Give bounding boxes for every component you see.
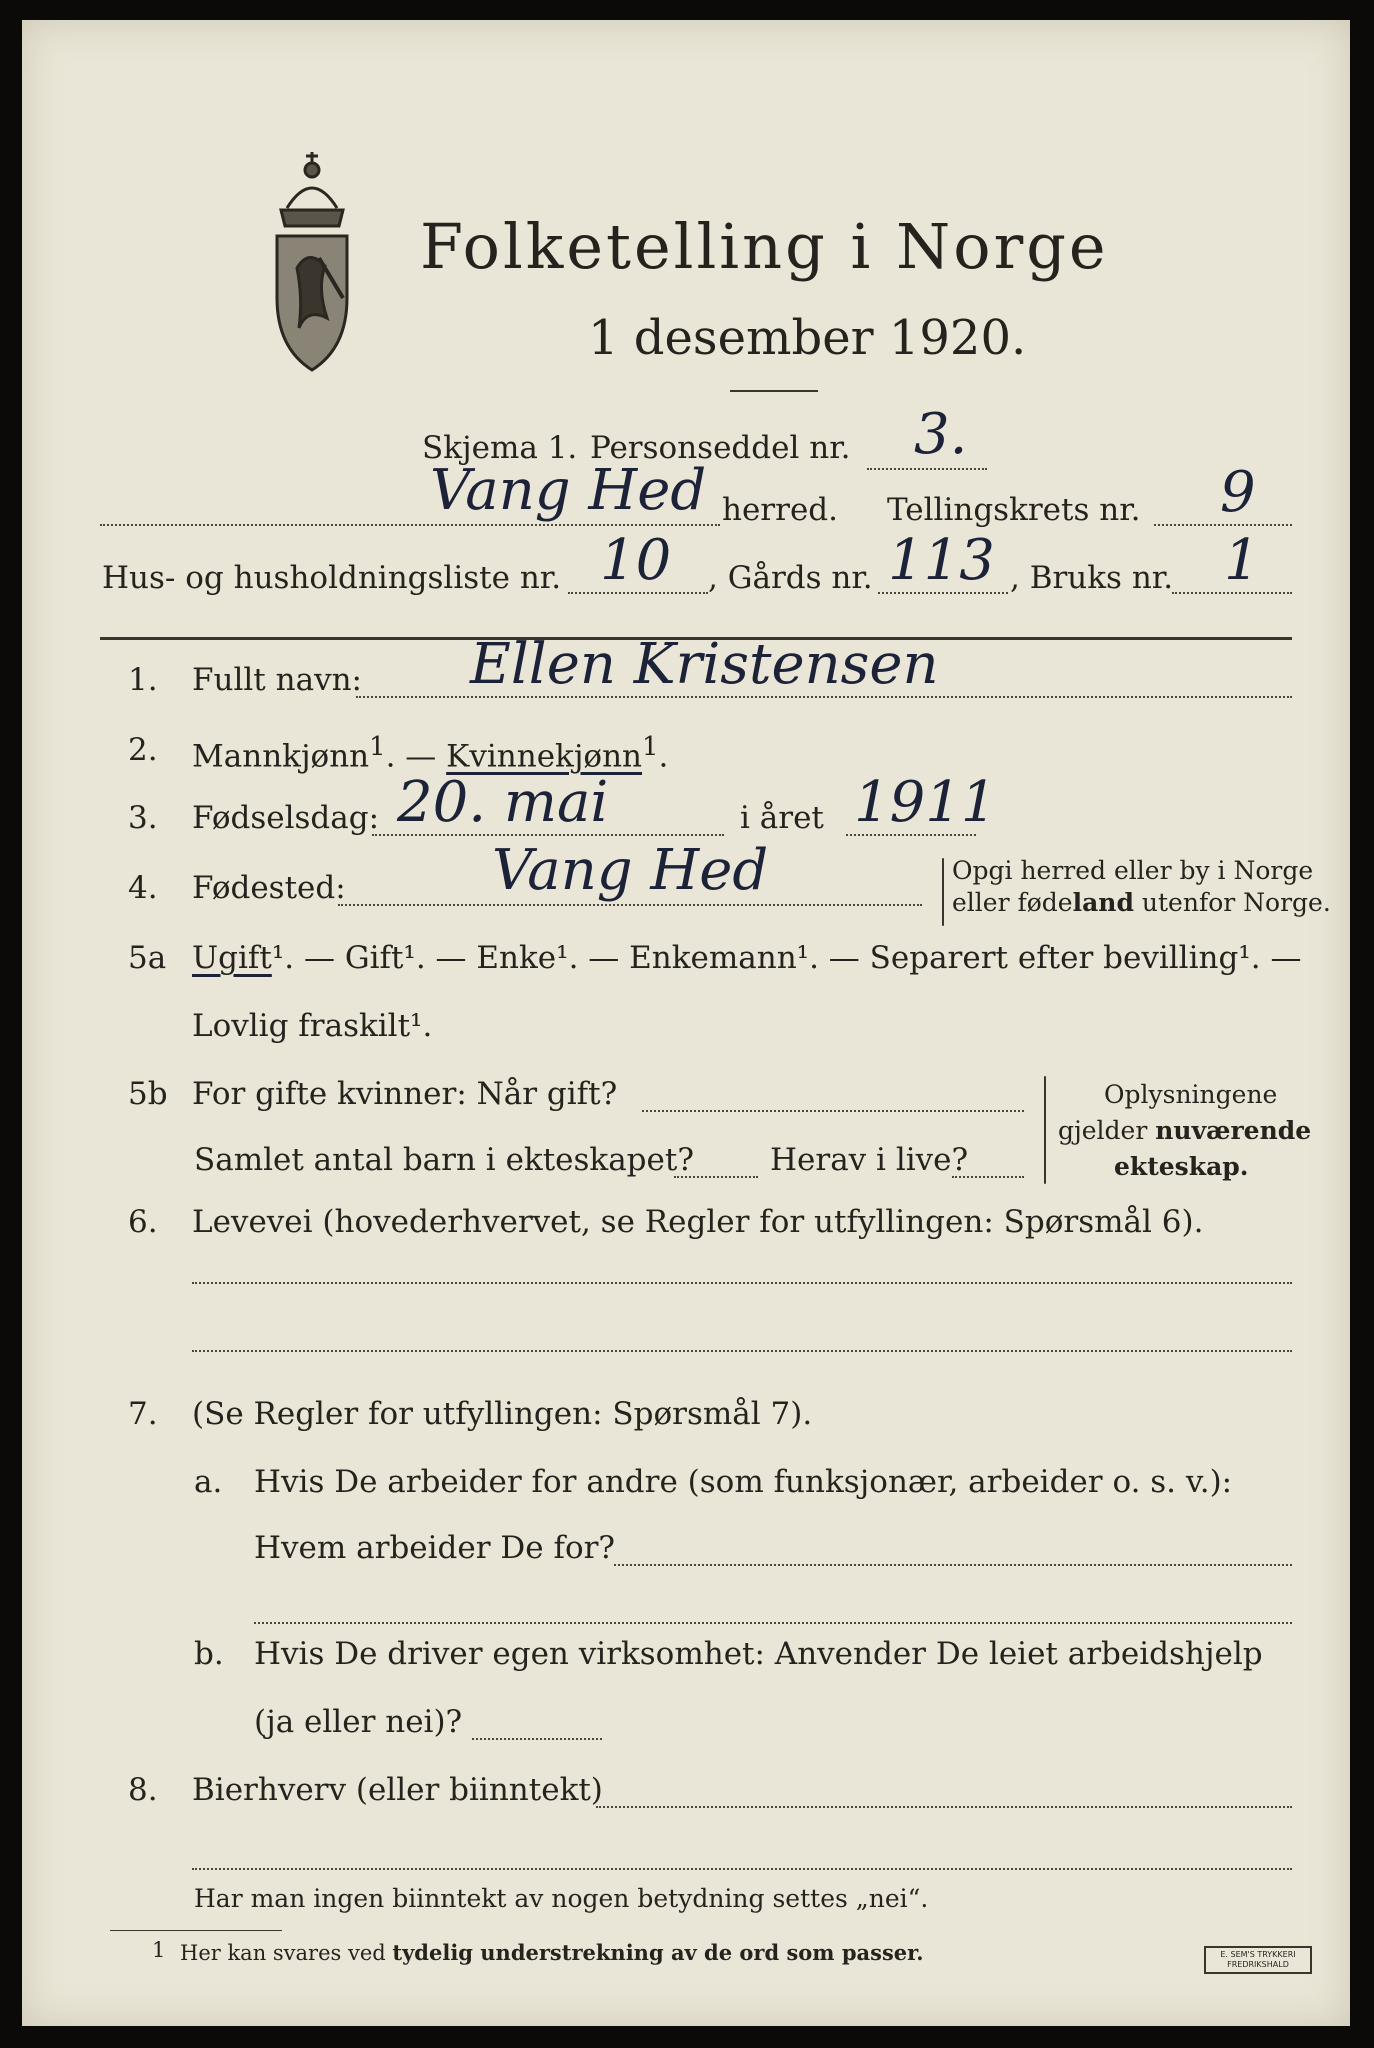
occupation-field-2[interactable] bbox=[192, 1350, 1292, 1352]
birthday-value: 20. mai bbox=[397, 770, 609, 835]
q5b-note-brace bbox=[1044, 1076, 1046, 1184]
q4-label: Fødested: bbox=[192, 870, 346, 906]
q8-text: Bierhverv (eller biinntekt) bbox=[192, 1772, 603, 1808]
year-label: i året bbox=[740, 800, 824, 836]
q7b-text: Hvis De driver egen virksomhet: Anvender De leiet arbeidshjelp bbox=[254, 1636, 1263, 1672]
q1-label: Fullt navn: bbox=[192, 662, 362, 698]
full-name-value: Ellen Kristensen bbox=[470, 632, 939, 697]
side-income-field-1[interactable] bbox=[596, 1806, 1292, 1808]
q5b-alive-label: Herav i live? bbox=[770, 1142, 969, 1178]
marital-line: Ugift¹. — Gift¹. — Enke¹. — Enkemann¹. — Separert efter bevilling¹. — bbox=[192, 940, 1302, 976]
q7a-question: Hvem arbeider De for? bbox=[254, 1530, 616, 1566]
footnote-text: Her kan svares ved tydelig understrekning av de ord som passer. bbox=[180, 1940, 924, 1965]
q4-note-brace bbox=[942, 858, 944, 926]
personseddel-value: 3. bbox=[914, 402, 968, 467]
q5a-number: 5a bbox=[128, 940, 167, 976]
q4-number: 4. bbox=[128, 870, 158, 906]
q5b-children-label: Samlet antal barn i ekteskapet? bbox=[194, 1142, 694, 1178]
side-income-field-2[interactable] bbox=[192, 1868, 1292, 1870]
marital-line2[interactable]: Lovlig fraskilt¹. bbox=[192, 1008, 433, 1044]
personseddel-label: Personseddel nr. bbox=[590, 430, 851, 466]
option-kvinne[interactable]: Kvinnekjønn bbox=[446, 738, 643, 775]
herred-field[interactable] bbox=[100, 524, 720, 526]
q4-note-line2: eller fødeland utenfor Norge. bbox=[952, 888, 1331, 917]
q7b-question: (ja eller nei)? bbox=[254, 1704, 463, 1740]
employer-field-1[interactable] bbox=[614, 1564, 1292, 1566]
census-form bbox=[22, 20, 1350, 2026]
skjema-label: Skjema 1. bbox=[422, 430, 578, 466]
gards-label: , Gårds nr. bbox=[708, 560, 873, 596]
q7a-text: Hvis De arbeider for andre (som funksjonær, arbeider o. s. v.): bbox=[254, 1464, 1233, 1500]
q6-text: Levevei (hovederhvervet, se Regler for utfyllingen: Spørsmål 6). bbox=[192, 1204, 1204, 1240]
birthplace-value: Vang Hed bbox=[492, 838, 769, 903]
q8-number: 8. bbox=[128, 1772, 158, 1808]
option-mann[interactable]: Mannkjønn bbox=[192, 738, 370, 775]
option-ugift[interactable]: Ugift bbox=[192, 940, 272, 976]
q5b-note-line3: ekteskap. bbox=[1114, 1152, 1249, 1181]
footnote-divider bbox=[110, 1930, 282, 1931]
herred-value: Vang Hed bbox=[430, 458, 707, 523]
q5b-note-line1: Oplysningene bbox=[1104, 1080, 1278, 1109]
q2-number: 2. bbox=[128, 732, 158, 768]
when-married-field[interactable] bbox=[642, 1110, 1024, 1112]
q5b-line1: For gifte kvinner: Når gift? bbox=[192, 1076, 618, 1112]
q1-number: 1. bbox=[128, 662, 158, 698]
q5b-number: 5b bbox=[128, 1076, 168, 1112]
gender-line: Mannkjønn$^1$. — Kvinnekjønn$^1$. bbox=[192, 732, 669, 775]
q7b-label: b. bbox=[194, 1636, 224, 1672]
herred-label: herred. bbox=[722, 492, 838, 528]
birthplace-field[interactable] bbox=[338, 904, 922, 906]
coat-of-arms-icon bbox=[247, 148, 377, 378]
q6-number: 6. bbox=[128, 1204, 158, 1240]
form-title: Folketelling i Norge bbox=[420, 210, 1109, 283]
q7a-label: a. bbox=[194, 1464, 223, 1500]
children-field[interactable] bbox=[674, 1176, 758, 1178]
birth-year-value: 1911 bbox=[854, 770, 997, 835]
hus-value: 10 bbox=[600, 528, 672, 593]
q4-note-line1: Opgi herred eller by i Norge bbox=[952, 856, 1314, 885]
tellingskrets-value: 9 bbox=[1220, 460, 1256, 525]
personseddel-field[interactable] bbox=[867, 468, 987, 470]
gards-value: 113 bbox=[888, 528, 995, 593]
bruks-label: , Bruks nr. bbox=[1010, 560, 1174, 596]
q3-label: Fødselsdag: bbox=[192, 800, 380, 836]
bruks-value: 1 bbox=[1224, 528, 1260, 593]
tellingskrets-label: Tellingskrets nr. bbox=[887, 492, 1141, 528]
printer-stamp: E. SEM'S TRYKKERI FREDRIKSHALD bbox=[1204, 1946, 1312, 1974]
employer-field-2[interactable] bbox=[254, 1622, 1292, 1624]
q8-note: Har man ingen biinntekt av nogen betydning settes „nei“. bbox=[194, 1884, 929, 1913]
q7-number: 7. bbox=[128, 1396, 158, 1432]
hired-help-field[interactable] bbox=[472, 1738, 602, 1740]
footnote-mark: 1 bbox=[152, 1938, 166, 1962]
occupation-field-1[interactable] bbox=[192, 1282, 1292, 1284]
hus-label: Hus- og husholdningsliste nr. bbox=[102, 560, 562, 596]
alive-field[interactable] bbox=[952, 1176, 1024, 1178]
q5b-note-line2: gjelder nuværende bbox=[1058, 1116, 1312, 1145]
q7-text: (Se Regler for utfyllingen: Spørsmål 7). bbox=[192, 1396, 813, 1432]
title-divider bbox=[730, 390, 818, 392]
form-date: 1 desember 1920. bbox=[588, 310, 1027, 366]
q3-number: 3. bbox=[128, 800, 158, 836]
